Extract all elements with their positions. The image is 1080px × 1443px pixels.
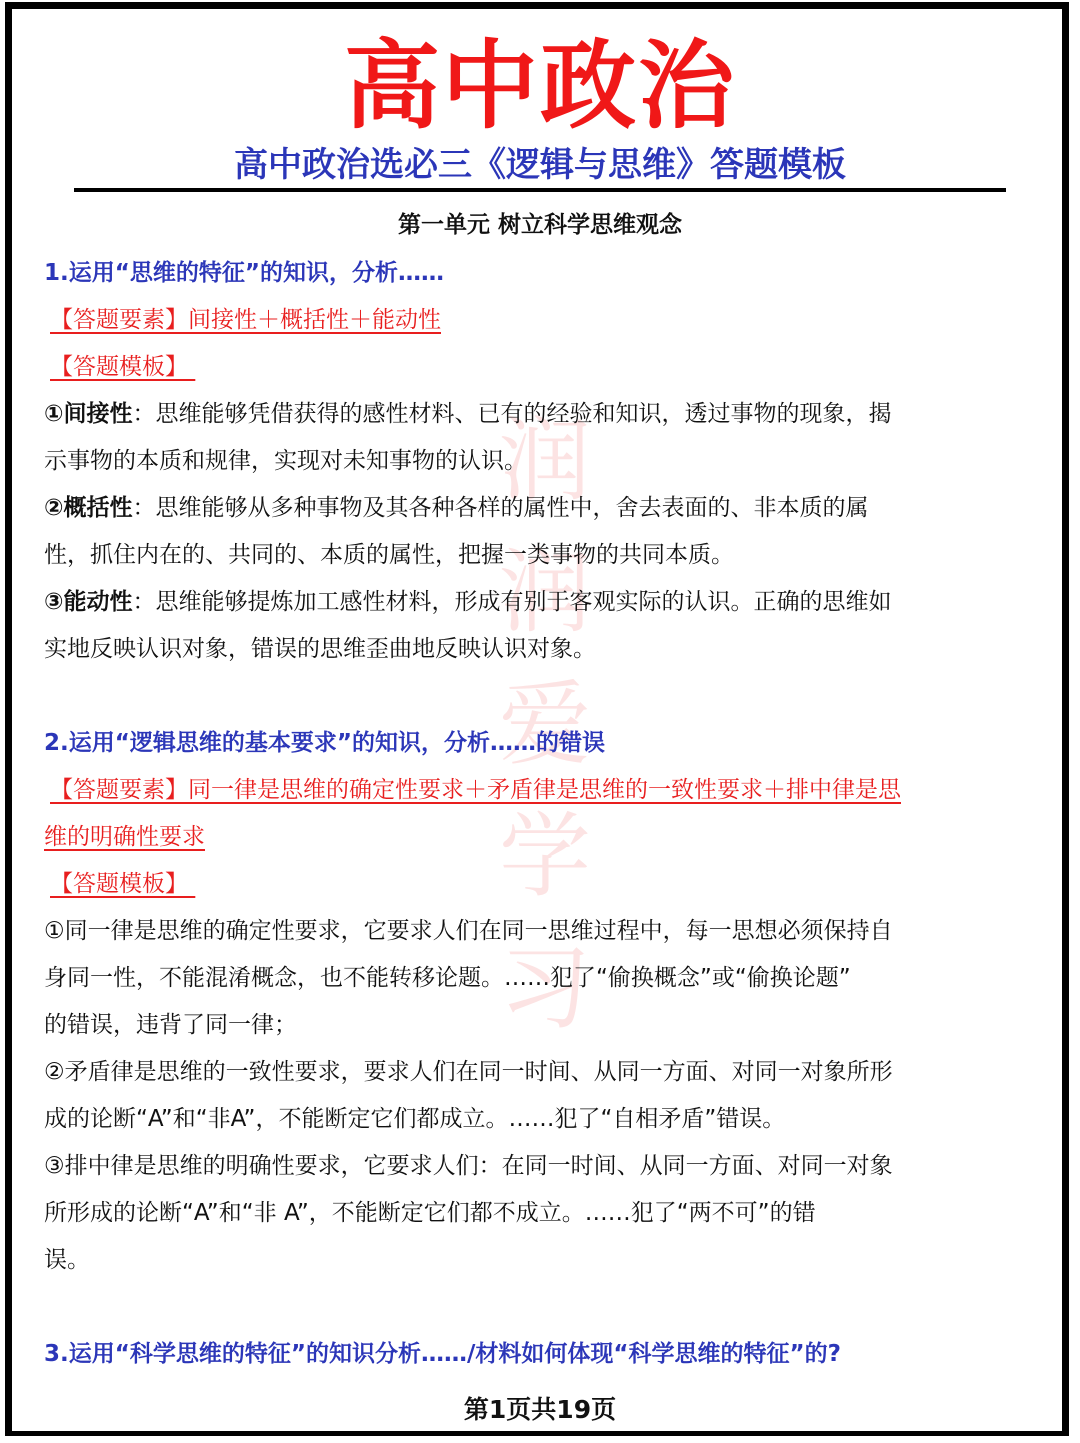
page-title: 高中政治 [344, 30, 736, 142]
answer-elements-text: 【答题要素】同一律是思维的确定性要求＋矛盾律是思维的一致性要求＋排中律是思 [50, 777, 901, 803]
item-text: 成的论断“A”和“非A”，不能断定它们都成立。……犯了“自相矛盾”错误。 [44, 1106, 786, 1132]
item-text: 性，抓住内在的、共同的、本质的属性，把握一类事物的共同本质。 [44, 542, 734, 568]
item-text: 身同一性，不能混淆概念，也不能转移论题。……犯了“偷换概念”或“偷换论题” [44, 965, 851, 991]
section-question: 3.运用“科学思维的特征”的知识分析……/材料如何体现“科学思维的特征”的? [44, 1341, 841, 1367]
answer-elements-text: 【答题要素】间接性＋概括性＋能动性 [50, 307, 441, 333]
item-text: ②矛盾律是思维的一致性要求，要求人们在同一时间、从同一方面、对同一对象所形 [44, 1059, 893, 1085]
item-marker: ② [44, 495, 64, 521]
item-text: 的错误，违背了同一律； [44, 1012, 297, 1038]
answer-elements [44, 297, 1012, 344]
section-1 [44, 250, 1012, 673]
template-item [44, 485, 1012, 579]
page-number: 第1页共19页 [463, 1395, 617, 1424]
template-item [44, 391, 1012, 485]
item-text: 所形成的论断“A”和“非 A”，不能断定它们都不成立。……犯了“两不可”的错 [44, 1200, 816, 1226]
item-text: ③排中律是思维的明确性要求，它要求人们：在同一时间、从同一方面、对同一对象 [44, 1153, 893, 1179]
item-text: ：思维能够从多种事物及其各种各样的属性中，舍去表面的、非本质的属 [132, 495, 869, 521]
section-question: 1.运用“思维的特征”的知识，分析…… [44, 260, 444, 286]
answer-template-label-text: 【答题模板】 [50, 871, 188, 897]
item-text: 实地反映认识对象，错误的思维歪曲地反映认识对象。 [44, 636, 596, 662]
item-text: ：思维能够提炼加工感性材料，形成有别于客观实际的认识。正确的思维如 [132, 589, 892, 615]
title-divider [74, 188, 1006, 192]
template-item [44, 1143, 1012, 1284]
item-marker: ① [44, 401, 64, 427]
item-text: ①同一律是思维的确定性要求，它要求人们在同一思维过程中，每一思想必须保持自 [44, 918, 893, 944]
answer-template-label-text: 【答题模板】 [50, 354, 188, 380]
template-item [44, 1049, 1012, 1143]
answer-elements-continued: 维的明确性要求 [44, 824, 205, 850]
page-subtitle: 高中政治选必三《逻辑与思维》答题模板 [234, 145, 846, 185]
document-body [44, 250, 1012, 1378]
item-text: ：思维能够凭借获得的感性材料、已有的经验和知识，透过事物的现象，揭 [132, 401, 892, 427]
item-text: 误。 [44, 1247, 90, 1273]
item-term: 间接性 [63, 401, 133, 427]
template-item [44, 579, 1012, 673]
item-term: 概括性 [63, 495, 133, 521]
item-term: 能动性 [63, 589, 133, 615]
spacer [44, 1284, 1012, 1331]
section-question: 2.运用“逻辑思维的基本要求”的知识，分析……的错误 [44, 730, 605, 756]
item-marker: ③ [44, 589, 64, 615]
answer-elements [44, 767, 1012, 814]
section-2 [44, 720, 1012, 1284]
template-item [44, 908, 1012, 1049]
section-3 [44, 1331, 1012, 1378]
answer-template-label [44, 861, 1012, 908]
answer-template-label [44, 344, 1012, 391]
item-text: 示事物的本质和规律，实现对未知事物的认识。 [44, 448, 527, 474]
unit-title: 第一单元 树立科学思维观念 [397, 212, 682, 238]
spacer [44, 673, 1012, 720]
